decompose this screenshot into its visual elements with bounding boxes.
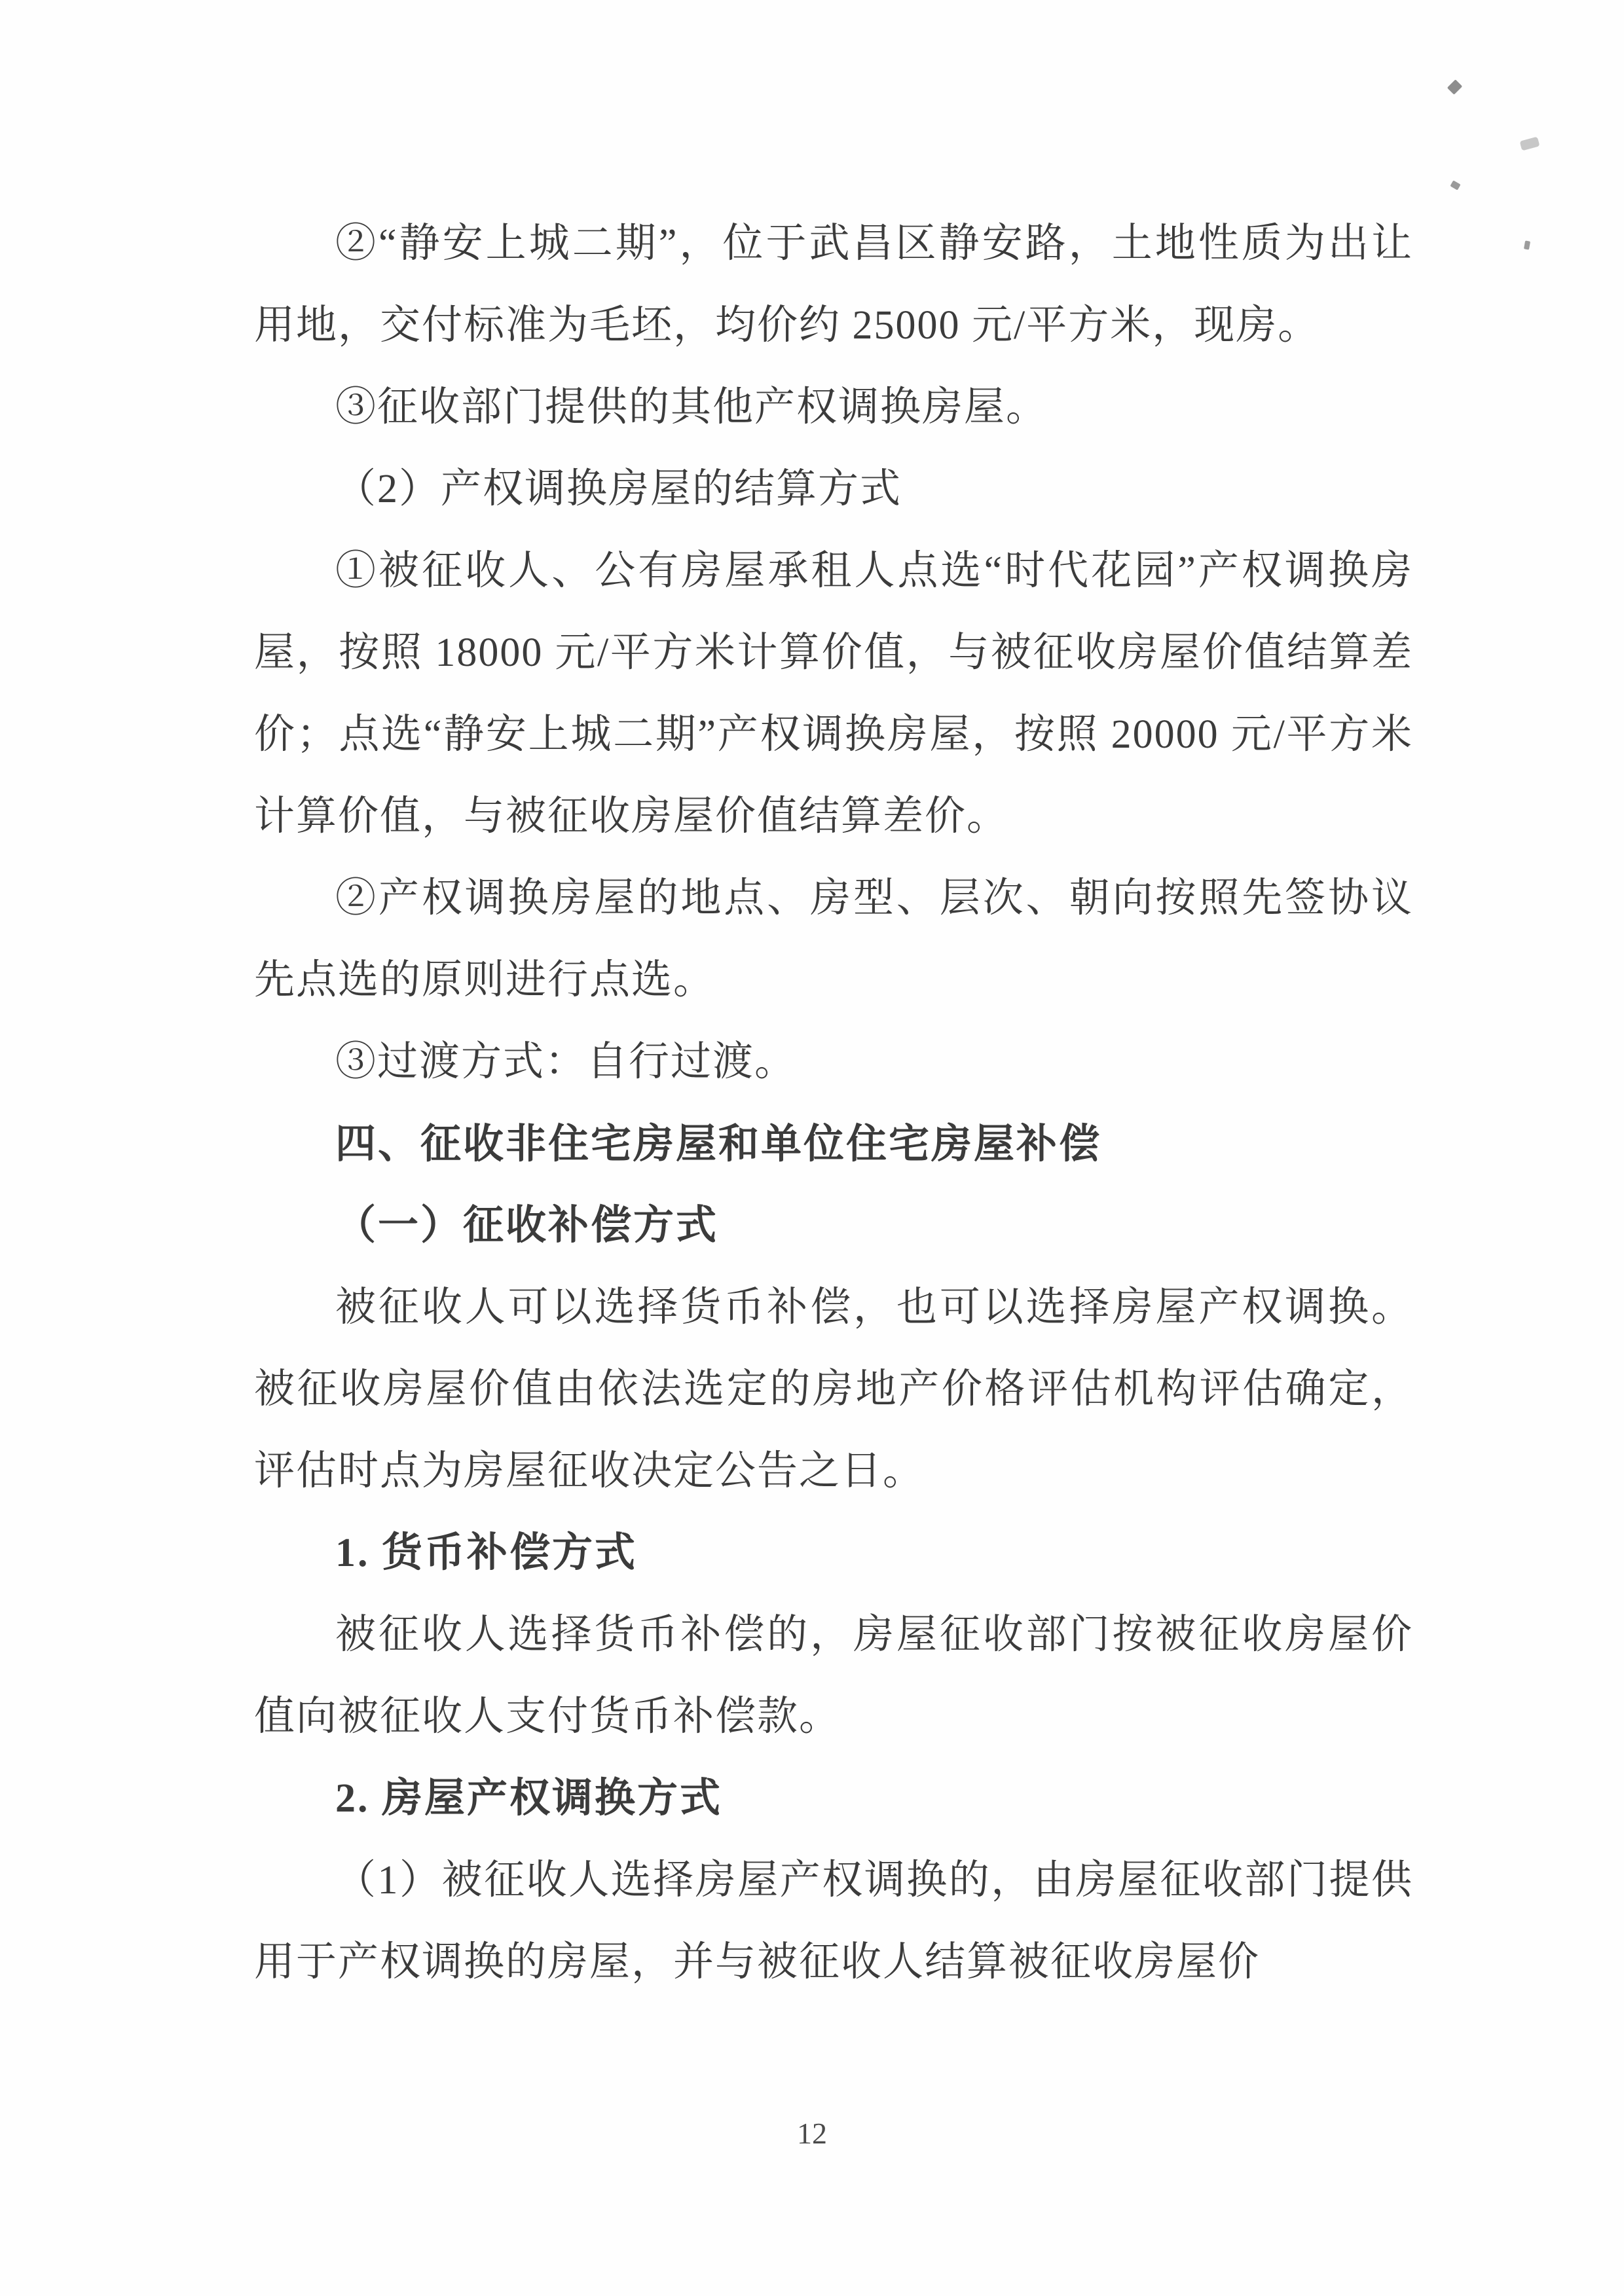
paragraph: ③征收部门提供的其他产权调换房屋。	[335, 385, 1048, 429]
paragraph: ②产权调换房屋的地点、房型、层次、朝向按照先签协议先点选的原则进行点选。	[254, 876, 1413, 1002]
scan-speck	[1524, 240, 1530, 249]
paragraph: ①被征收人、公有房屋承租人点选“时代花园”产权调换房屋，按照 18000 元/平方米计算价值，与被征收房屋价值结算差价；点选“静安上城二期”产权调换房屋，按照 20000 元/平方米计算价值，与被征收房屋价值结算差价。	[254, 549, 1413, 839]
scan-speck	[1520, 137, 1540, 151]
paragraph: 四、征收非住宅房屋和单位住宅房屋补偿	[335, 1121, 1102, 1167]
paragraph: ③过渡方式：自行过渡。	[335, 1040, 797, 1084]
paragraph: 1. 货币补偿方式	[335, 1531, 638, 1575]
paragraph: （2）产权调换房屋的结算方式	[335, 467, 902, 511]
paragraph: 被征收人可以选择货币补偿，也可以选择房屋产权调换。被征收房屋价值由依法选定的房地产价格评估机构评估确定，评估时点为房屋征收决定公告之日。	[254, 1285, 1413, 1493]
paragraph: ②“静安上城二期”，位于武昌区静安路，土地性质为出让用地，交付标准为毛坯，均价约 25000 元/平方米，现房。	[254, 221, 1413, 348]
paragraph: （一）征收补偿方式	[335, 1203, 719, 1248]
document-body	[254, 203, 1413, 2003]
scan-speck	[1447, 79, 1462, 94]
paragraph: 被征收人选择货币补偿的，房屋征收部门按被征收房屋价值向被征收人支付货币补偿款。	[254, 1613, 1413, 1739]
scan-speck	[1450, 180, 1460, 190]
paragraph: （1）被征收人选择房屋产权调换的，由房屋征收部门提供用于产权调换的房屋，并与被征收人结算被征收房屋价	[254, 1858, 1413, 1984]
page-number: 12	[797, 2117, 827, 2150]
paragraph: 2. 房屋产权调换方式	[335, 1776, 723, 1821]
